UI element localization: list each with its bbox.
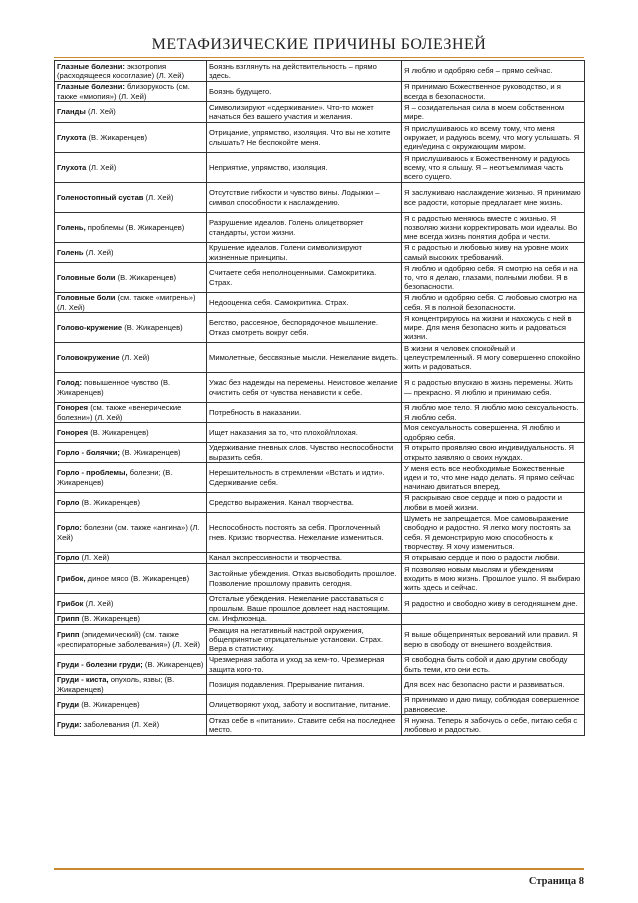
condition-name: Голеностопный сустав bbox=[57, 192, 144, 202]
condition-cell bbox=[55, 625, 207, 655]
condition-name: Головокружение bbox=[57, 352, 120, 362]
condition-cell bbox=[55, 373, 207, 403]
affirmation-cell: Я с радостью и любовью живу на уровне моих самый высоких требований. bbox=[402, 243, 585, 263]
condition-name: Голод: bbox=[57, 378, 82, 388]
cause-cell: Крушение идеалов. Голени символизируют жизненные принципы. bbox=[207, 243, 402, 263]
condition-source: опухоль, язвы; (В. Жикаренцев) bbox=[57, 675, 175, 694]
table-row bbox=[55, 695, 585, 715]
cause-cell: Ищет наказания за то, что плохой/плохая. bbox=[207, 423, 402, 443]
condition-name: Грибок, bbox=[57, 573, 86, 583]
condition-name: Груди - болезни груди; bbox=[57, 659, 143, 669]
condition-name: Глухота bbox=[57, 162, 87, 172]
affirmation-cell: Я позволяю новым мыслям и убеждениям входить в мою жизнь. Прошлое ушло. Я выбираю жить здесь и сейчас. bbox=[402, 564, 585, 594]
condition-cell bbox=[55, 463, 207, 493]
table-row bbox=[55, 614, 585, 625]
affirmation-cell: Шуметь не запрещается. Мое самовыражение свободно и радостно. Я легко могу постоять за себя. Я демонстрирую мою способность к творчеству. Я хочу измениться. bbox=[402, 513, 585, 553]
condition-cell bbox=[55, 655, 207, 675]
condition-name: Горло - болячки; bbox=[57, 447, 120, 457]
title-divider bbox=[54, 57, 584, 58]
condition-name: Голень bbox=[57, 247, 84, 257]
condition-cell bbox=[55, 443, 207, 463]
condition-source: (В. Жикаренцев) bbox=[79, 699, 140, 709]
condition-cell bbox=[55, 695, 207, 715]
table-row bbox=[55, 61, 585, 82]
condition-source: заболевания (Л. Хей) bbox=[81, 720, 160, 730]
affirmation-cell: Я – созидательная сила в моем собственном мире. bbox=[402, 102, 585, 123]
condition-name: Головные боли bbox=[57, 293, 116, 303]
affirmation-cell: Я принимаю Божественное руководство, и я всегда в безопасности. bbox=[402, 82, 585, 102]
cause-cell: Разрушение идеалов. Голень олицетворяет стандарты, устои жизни. bbox=[207, 213, 402, 243]
condition-cell bbox=[55, 564, 207, 594]
cause-cell: Бегство, рассеяное, беспорядочное мышление. Отказ смотреть вокруг себя. bbox=[207, 313, 402, 343]
affirmation-cell: Я прислушиваюсь к Божественному и радуюсь всему, что я слышу. Я – неотъемлимая часть всего сущего. bbox=[402, 153, 585, 183]
affirmation-cell: Я принимаю и даю пищу, соблюдая совершенное равновесие. bbox=[402, 695, 585, 715]
condition-source: (Л. Хей) bbox=[83, 598, 114, 608]
condition-source: (см. также «мигрень») (Л. Хей) bbox=[57, 293, 196, 312]
table-row bbox=[55, 343, 585, 373]
condition-name: Горло - проблемы, bbox=[57, 468, 128, 478]
table-row bbox=[55, 153, 585, 183]
condition-cell bbox=[55, 513, 207, 553]
condition-cell bbox=[55, 263, 207, 293]
condition-cell bbox=[55, 594, 207, 614]
affirmation-cell: Я прислушиваюсь ко всему тому, что меня окружает, и радуюсь всему, что могу услышать. Я един/едина с окружающим миром. bbox=[402, 123, 585, 153]
condition-cell bbox=[55, 614, 207, 625]
affirmation-cell: Моя сексуальность совершенна. Я люблю и одобряю себя. bbox=[402, 423, 585, 443]
affirmation-cell: Я раскрываю свое сердце и пою о радости и любви в моей жизни. bbox=[402, 493, 585, 513]
cause-cell: Нерешительность в стремлении «Встать и идти». Сдерживание себя. bbox=[207, 463, 402, 493]
condition-cell bbox=[55, 423, 207, 443]
cause-cell: Считаете себя неполноценными. Самокритика. Страх. bbox=[207, 263, 402, 293]
condition-name: Голень, bbox=[57, 222, 86, 232]
condition-cell bbox=[55, 293, 207, 313]
affirmation-cell: Я открываю сердце и пою о радости любви. bbox=[402, 553, 585, 564]
condition-source: (В. Жикаренцев) bbox=[122, 322, 183, 332]
cause-cell: Боязнь будущего. bbox=[207, 82, 402, 102]
condition-source: (В. Жикаренцев) bbox=[115, 272, 177, 282]
affirmation-cell: Я люблю и одобряю себя. С любовью смотрю на себя. Я в полной безопасности. bbox=[402, 293, 585, 313]
condition-source: (Л. Хей) bbox=[79, 553, 110, 563]
table-row bbox=[55, 313, 585, 343]
condition-cell bbox=[55, 243, 207, 263]
affirmation-cell: Я люблю и одобряю себя – прямо сейчас. bbox=[402, 61, 585, 82]
condition-name: Голово-кружение bbox=[57, 322, 123, 332]
affirmation-cell: Я свободна быть собой и даю другим свободу быть теми, кто они есть. bbox=[402, 655, 585, 675]
cause-cell: Неспособность постоять за себя. Проглоченный гнев. Кризис творчества. Нежелание измениться. bbox=[207, 513, 402, 553]
condition-name: Глазные болезни: bbox=[57, 61, 125, 71]
condition-name: Груди bbox=[57, 699, 80, 709]
cause-cell: Неприятие, упрямство, изоляция. bbox=[207, 153, 402, 183]
table-row bbox=[55, 463, 585, 493]
affirmation-cell: Я люблю и одобряю себя. Я смотрю на себя и на то, что я делаю, глазами, полными любви. Я в безопасности. bbox=[402, 263, 585, 293]
condition-name: Грипп bbox=[57, 614, 80, 624]
cause-cell: Канал экспрессивности и творчества. bbox=[207, 553, 402, 564]
cause-cell: Отрицание, упрямство, изоляция. Что вы не хотите слышать? Не беспокойте меня. bbox=[207, 123, 402, 153]
disease-table-body bbox=[55, 61, 585, 736]
table-row bbox=[55, 443, 585, 463]
condition-source: (Л. Хей) bbox=[83, 247, 114, 257]
table-row bbox=[55, 82, 585, 102]
condition-cell bbox=[55, 82, 207, 102]
affirmation-cell: Я выше общепринятых верований или правил. Я верю в свободу от внешнего воздействия. bbox=[402, 625, 585, 655]
condition-source: диное мясо (В. Жикаренцев) bbox=[85, 573, 190, 583]
condition-name: Горло: bbox=[57, 523, 82, 533]
condition-source: болезни (см. также «ангина») (Л. Хей) bbox=[57, 523, 200, 542]
cause-cell: Чрезмерная забота и уход за кем-то. Чрезмерная защита кого-то. bbox=[207, 655, 402, 675]
cause-cell: Отсталые убеждения. Нежелание расставаться с прошлым. Ваше прошлое довлеет над настоящим. bbox=[207, 594, 402, 614]
cause-cell: Олицетворяют уход, заботу и воспитание, питание. bbox=[207, 695, 402, 715]
condition-name: Глухота bbox=[57, 132, 87, 142]
condition-name: Гонорея bbox=[57, 403, 89, 413]
condition-cell bbox=[55, 61, 207, 82]
table-row bbox=[55, 423, 585, 443]
cause-cell: Отсутствие гибкости и чувство вины. Лодыжки – символ способности к наслаждению. bbox=[207, 183, 402, 213]
condition-cell bbox=[55, 153, 207, 183]
condition-source: (см. также «венерические болезни») (Л. Хей) bbox=[57, 403, 182, 422]
condition-cell bbox=[55, 123, 207, 153]
condition-cell bbox=[55, 102, 207, 123]
condition-source: (В. Жикаренцев) bbox=[79, 614, 141, 624]
table-row bbox=[55, 263, 585, 293]
condition-name: Горло bbox=[57, 553, 80, 563]
condition-cell bbox=[55, 403, 207, 423]
condition-cell bbox=[55, 313, 207, 343]
condition-source: (Л. Хей) bbox=[119, 352, 150, 362]
disease-table-container bbox=[54, 60, 585, 839]
condition-name: Грибок bbox=[57, 598, 84, 608]
affirmation-cell: У меня есть все необходимые Божественные идеи и то, что мне надо делать. Я прямо сейчас начинаю двигаться вперед. bbox=[402, 463, 585, 493]
condition-name: Гонорея bbox=[57, 427, 89, 437]
table-row bbox=[55, 123, 585, 153]
condition-name: Груди - киста, bbox=[57, 675, 109, 685]
affirmation-cell: Я нужна. Теперь я забочусь о себе, питаю себя с любовью и радостью. bbox=[402, 715, 585, 736]
table-row bbox=[55, 513, 585, 553]
condition-cell bbox=[55, 493, 207, 513]
cause-cell: Потребность в наказании. bbox=[207, 403, 402, 423]
disease-table bbox=[54, 60, 585, 736]
affirmation-cell: Для всех нас безопасно расти и развиваться. bbox=[402, 675, 585, 695]
condition-source: повышенное чувство (В. Жикаренцев) bbox=[57, 378, 171, 397]
affirmation-cell: Я с радостью меняюсь вместе с жизнью. Я позволяю жизни корректировать мои идеалы. Во мне всегда жизнь понятия добра и чести. bbox=[402, 213, 585, 243]
condition-source: болезни; (В. Жикаренцев) bbox=[57, 468, 173, 487]
affirmation-cell: Я открыто проявляю свою индивидуальность. Я открыто заявляю о своих нуждах. bbox=[402, 443, 585, 463]
table-row bbox=[55, 553, 585, 564]
condition-source: экзотропия (расходящееся косоглазие) (Л. Хей) bbox=[57, 61, 184, 80]
cause-cell: см. Инфлюэнца. bbox=[207, 614, 402, 625]
condition-source: проблемы (В. Жикаренцев) bbox=[85, 222, 185, 232]
condition-cell bbox=[55, 183, 207, 213]
cause-cell: Средство выражения. Канал творчества. bbox=[207, 493, 402, 513]
cause-cell: Ужас без надежды на перемены. Неистовое желание очистить себя от чувства ненависти к себе. bbox=[207, 373, 402, 403]
table-row bbox=[55, 564, 585, 594]
affirmation-cell: Я заслуживаю наслаждение жизнью. Я принимаю все радости, которые предлагает мне жизнь. bbox=[402, 183, 585, 213]
table-row bbox=[55, 675, 585, 695]
condition-source: (В. Жикаренцев) bbox=[86, 132, 147, 142]
table-row bbox=[55, 102, 585, 123]
cause-cell: Отказ себе в «питании». Ставите себя на последнее место. bbox=[207, 715, 402, 736]
table-row bbox=[55, 293, 585, 313]
table-row bbox=[55, 183, 585, 213]
condition-source: близорукость (см. также «миопия») (Л. Хей) bbox=[57, 82, 190, 101]
table-row bbox=[55, 213, 585, 243]
page-title: МЕТАФИЗИЧЕСКИЕ ПРИЧИНЫ БОЛЕЗНЕЙ bbox=[151, 36, 487, 53]
cause-cell: Боязнь взглянуть на действительность – прямо здесь. bbox=[207, 61, 402, 82]
condition-name: Головные боли bbox=[57, 272, 116, 282]
condition-name: Глазные болезни: bbox=[57, 82, 125, 92]
affirmation-cell: В жизни я человек спокойный и целеустремленный. Я могу совершенно спокойно жить и радоваться. bbox=[402, 343, 585, 373]
condition-source: (Л. Хей) bbox=[86, 162, 117, 172]
condition-source: (эпидемический) (см. также «респираторные заболевания») (Л. Хей) bbox=[57, 630, 201, 649]
condition-source: (В. Жикаренцев) bbox=[79, 497, 140, 507]
cause-cell: Позиция подавления. Прерывание питания. bbox=[207, 675, 402, 695]
condition-cell bbox=[55, 553, 207, 564]
condition-source: (В. Жикаренцев) bbox=[142, 659, 204, 669]
condition-cell bbox=[55, 675, 207, 695]
condition-name: Груди: bbox=[57, 720, 82, 730]
condition-source: (В. Жикаренцев) bbox=[88, 427, 149, 437]
affirmation-cell: Я с радостью впускаю в жизнь перемены. Жить — прекрасно. Я люблю и принимаю себя. bbox=[402, 373, 585, 403]
table-row bbox=[55, 243, 585, 263]
table-row bbox=[55, 655, 585, 675]
table-row bbox=[55, 493, 585, 513]
condition-cell bbox=[55, 213, 207, 243]
condition-cell bbox=[55, 715, 207, 736]
table-row bbox=[55, 625, 585, 655]
cause-cell: Реакция на негативный настрой окружения, общепринятые отрицательные установки. Страх. Вера в статистику. bbox=[207, 625, 402, 655]
affirmation-cell: Я люблю мое тело. Я люблю мою сексуальность. Я люблю себя. bbox=[402, 403, 585, 423]
table-row bbox=[55, 715, 585, 736]
condition-name: Грипп bbox=[57, 630, 80, 640]
affirmation-cell: Я радостно и свободно живу в сегодняшнем дне. bbox=[402, 594, 585, 614]
condition-source: (Л. Хей) bbox=[143, 192, 174, 202]
condition-source: (В. Жикаренцев) bbox=[119, 447, 181, 457]
cause-cell: Мимолетные, бессвязные мысли. Нежелание видеть. bbox=[207, 343, 402, 373]
affirmation-cell bbox=[402, 614, 585, 625]
table-row bbox=[55, 594, 585, 614]
cause-cell: Символизируют «сдерживание». Что-то может начаться без вашего участия и желания. bbox=[207, 102, 402, 123]
condition-name: Гланды bbox=[57, 107, 86, 117]
footer-divider bbox=[54, 868, 584, 870]
affirmation-cell: Я концентрируюсь на жизни и нахожусь с ней в мире. Для меня безопасно жить и радоваться жизни. bbox=[402, 313, 585, 343]
cause-cell: Удерживание гневных слов. Чувство неспособности выразить себя. bbox=[207, 443, 402, 463]
table-row bbox=[55, 403, 585, 423]
condition-name: Горло bbox=[57, 497, 80, 507]
cause-cell: Застойные убеждения. Отказ высвободить прошлое. Позволение прошлому править сегодня. bbox=[207, 564, 402, 594]
cause-cell: Недооценка себя. Самокритика. Страх. bbox=[207, 293, 402, 313]
page-number: Страница 8 bbox=[528, 876, 584, 887]
condition-cell bbox=[55, 343, 207, 373]
condition-source: (Л. Хей) bbox=[85, 107, 116, 117]
table-row bbox=[55, 373, 585, 403]
